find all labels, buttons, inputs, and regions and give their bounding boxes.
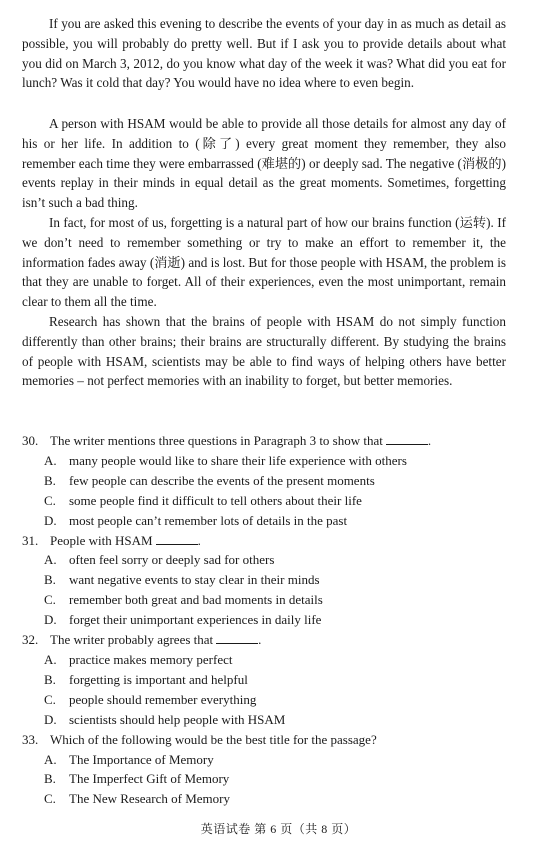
option-text: forgetting is important and helpful — [69, 671, 248, 687]
answer-blank — [156, 533, 198, 545]
option-text: The New Research of Memory — [69, 791, 230, 807]
option-letter: B. — [44, 572, 56, 588]
answer-blank — [216, 632, 258, 644]
question-number: 30. — [22, 433, 39, 448]
passage-paragraph-1: If you are asked this evening to describe the events of your day in as much as detail as possible, you will probably do pretty well. But if I ask you to provide details about what you did on March 3, 2012, do you know what day of the week it was? What did you eat for lunch? Was it cold that day? You would have no idea where to even begin. — [22, 16, 506, 91]
question-31 — [22, 531, 512, 551]
question-stem: Which of the following would be the best title for the passage? — [50, 731, 377, 747]
question-stem: The writer mentions three questions in Paragraph 3 to show that — [50, 433, 383, 448]
option-31-c — [44, 590, 512, 610]
option-letter: A. — [44, 452, 57, 468]
option-text: The Importance of Memory — [69, 751, 214, 767]
option-letter: B. — [44, 671, 56, 687]
option-text: forget their unimportant experiences in daily life — [69, 612, 322, 628]
question-number: 33. — [22, 731, 39, 747]
question-end: . — [258, 632, 262, 648]
option-letter: D. — [44, 612, 57, 628]
option-letter: B. — [44, 771, 56, 787]
option-text: want negative events to stay clear in their minds — [69, 572, 320, 588]
option-text: many people would like to share their life experience with others — [69, 452, 407, 468]
option-letter: A. — [44, 651, 57, 667]
passage-paragraph-3: In fact, for most of us, forgetting is a natural part of how our brains function (运转). If we don’t need to remember something or try to make an effort to remember it, the information fades away (消逝) and is lost. But for those people with HSAM, the problem is that they are unable to forget. All of their experiences, even the most unimportant, remain clear to them all the time. — [22, 215, 506, 310]
option-30-d — [44, 511, 512, 531]
option-text: often feel sorry or deeply sad for others — [69, 552, 275, 568]
option-letter: B. — [44, 472, 56, 488]
question-number: 31. — [22, 532, 39, 548]
option-text: some people find it difficult to tell others about their life — [69, 492, 362, 508]
answer-blank — [386, 433, 428, 445]
option-letter: D. — [44, 711, 57, 727]
question-list — [22, 431, 512, 809]
question-33 — [22, 730, 512, 750]
question-number: 32. — [22, 632, 39, 648]
page-footer: 英语试卷 第 6 页（共 8 页） — [200, 822, 357, 836]
option-32-c — [44, 690, 512, 710]
option-text: people should remember everything — [69, 691, 257, 707]
question-end: . — [427, 433, 432, 448]
option-32-b — [44, 670, 512, 690]
option-30-a — [44, 451, 512, 471]
option-33-b — [44, 769, 512, 789]
question-stem: The writer probably agrees that — [50, 632, 214, 648]
option-letter: C. — [44, 592, 56, 608]
option-text: most people can’t remember lots of details in the past — [69, 512, 348, 528]
option-letter: A. — [44, 552, 57, 568]
option-30-b — [44, 471, 512, 491]
option-31-a — [44, 550, 512, 570]
question-end: . — [197, 532, 201, 548]
passage-paragraph-4: Research has shown that the brains of people with HSAM do not simply function differently than other brains; their brains are structurally different. By studying the brains of people with HSAM, scientists may be able to find ways of helping others have better memories – not perfect memories with an inability to forget, but better memories. — [22, 314, 506, 389]
option-text: The Imperfect Gift of Memory — [69, 771, 230, 787]
option-text: remember both great and bad moments in details — [69, 592, 323, 608]
question-30 — [22, 431, 512, 451]
option-letter: A. — [44, 751, 57, 767]
option-letter: C. — [44, 791, 56, 807]
option-31-d — [44, 610, 512, 630]
option-letter: C. — [44, 492, 56, 508]
option-letter: D. — [44, 512, 57, 528]
option-32-d — [44, 710, 512, 730]
passage-paragraph-2: A person with HSAM would be able to provide all those details for almost any day of his or her life. In addition to (除了) every great moment they remember, they also remember each time they were embarrassed (难堪的) or deeply sad. The negative (消极的) events replay in their minds in equal detail as the great moments. Sometimes, forgetting isn’t such a bad thing. — [22, 116, 506, 211]
option-33-c — [44, 789, 512, 809]
option-letter: C. — [44, 691, 56, 707]
question-stem: People with HSAM — [50, 532, 153, 548]
option-33-a — [44, 750, 512, 770]
option-32-a — [44, 650, 512, 670]
option-text: few people can describe the events of the present moments — [69, 472, 375, 488]
option-text: practice makes memory perfect — [69, 651, 233, 667]
option-30-c — [44, 491, 512, 511]
option-31-b — [44, 570, 512, 590]
question-32 — [22, 630, 512, 650]
option-text: scientists should help people with HSAM — [69, 711, 286, 727]
